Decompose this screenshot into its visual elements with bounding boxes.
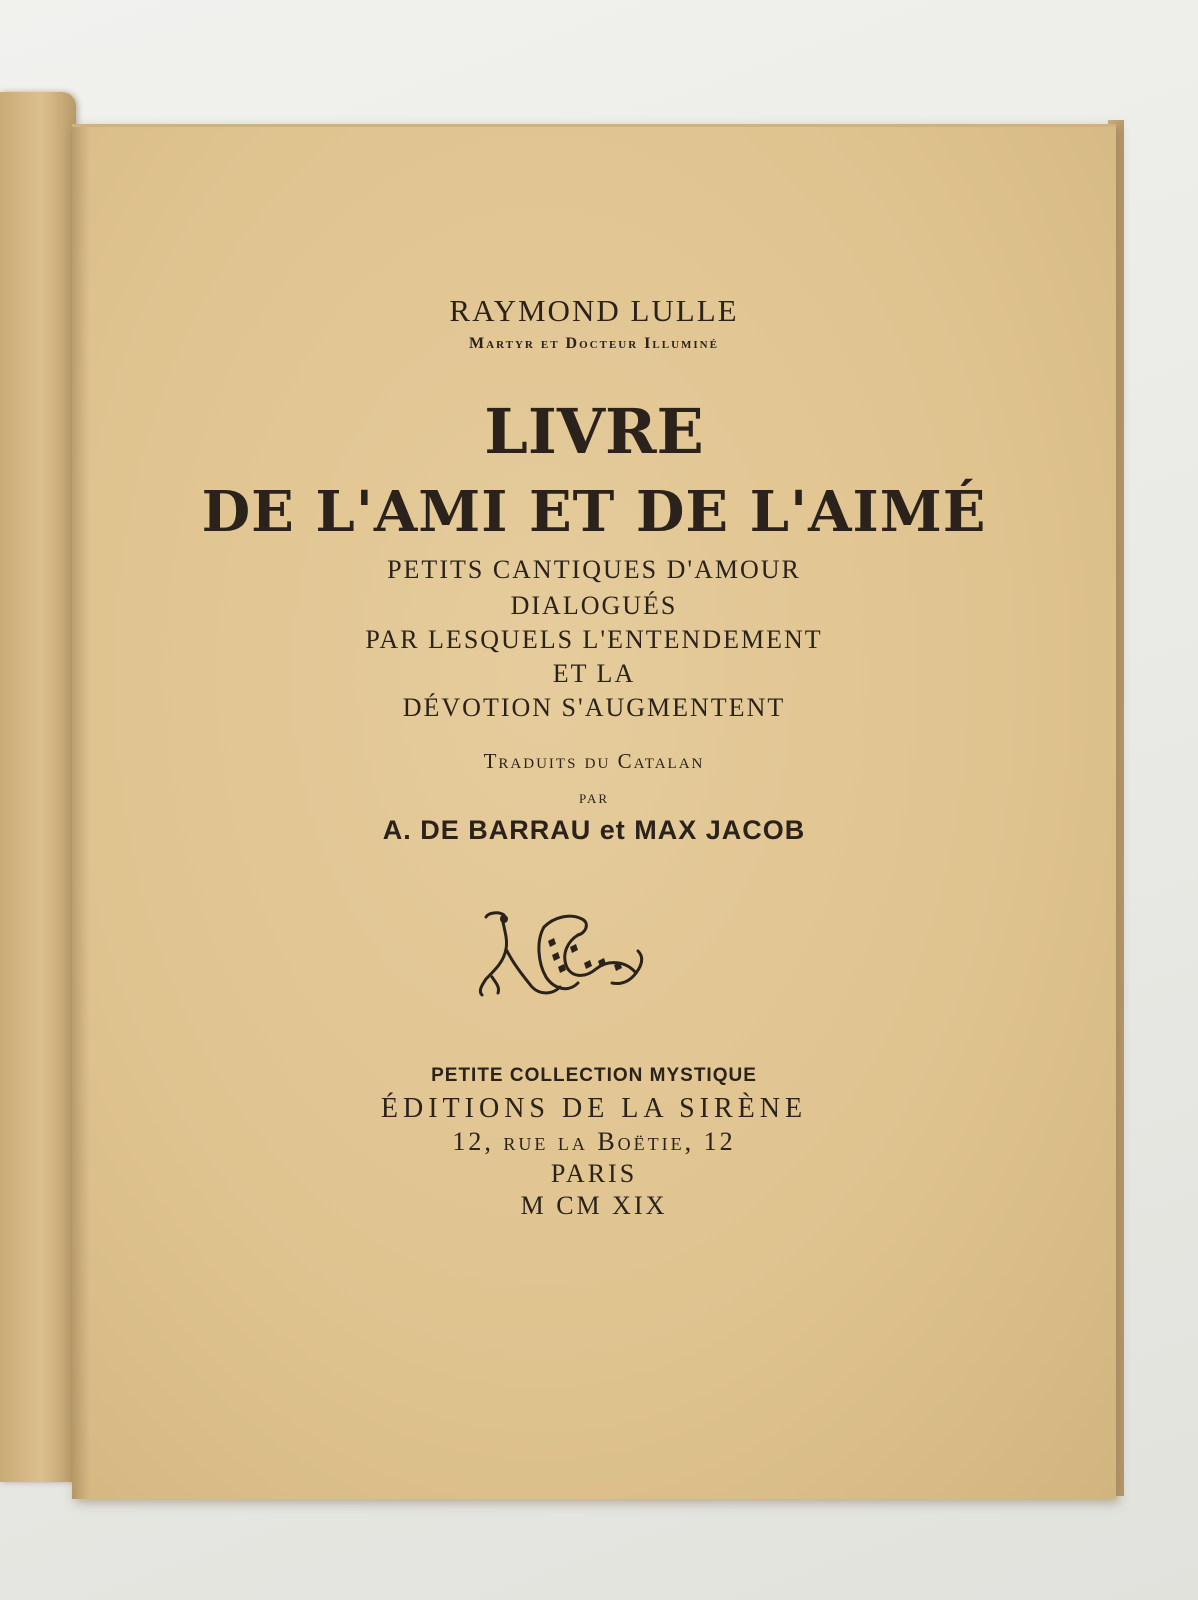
title-page [72, 124, 1116, 1499]
collection-name: PETITE COLLECTION MYSTIQUE [431, 1065, 757, 1086]
subtitle-line: PETITS CANTIQUES D'AMOUR [387, 555, 801, 584]
binding-gutter [72, 127, 90, 1499]
subtitle-line: DIALOGUÉS [510, 591, 678, 620]
book-title-line-2: DE L'AMI ET DE L'AIMÉ [201, 479, 987, 545]
book-title-line-1: LIVRE [484, 395, 704, 468]
publisher-address: 12, rue la Boëtie, 12 [452, 1127, 736, 1156]
subtitle-line: ET LA [552, 659, 636, 688]
translators: A. DE BARRAU et MAX JACOB [382, 815, 806, 845]
publication-year: M CM XIX [520, 1191, 668, 1220]
subtitle-line: DÉVOTION S'AUGMENTENT [402, 693, 786, 722]
translated-from: Traduits du Catalan [483, 749, 705, 773]
author-subtitle: Martyr et Docteur Illuminé [469, 335, 719, 352]
facing-page-edge [0, 92, 76, 1482]
by-label: par [578, 787, 610, 807]
publisher-city: PARIS [550, 1159, 638, 1188]
author-name: RAYMOND LULLE [449, 293, 739, 328]
subtitle-line: PAR LESQUELS L'ENTENDEMENT [365, 625, 823, 654]
publisher-name: ÉDITIONS DE LA SIRÈNE [380, 1093, 808, 1124]
mermaid-emblem-icon [474, 907, 649, 1007]
